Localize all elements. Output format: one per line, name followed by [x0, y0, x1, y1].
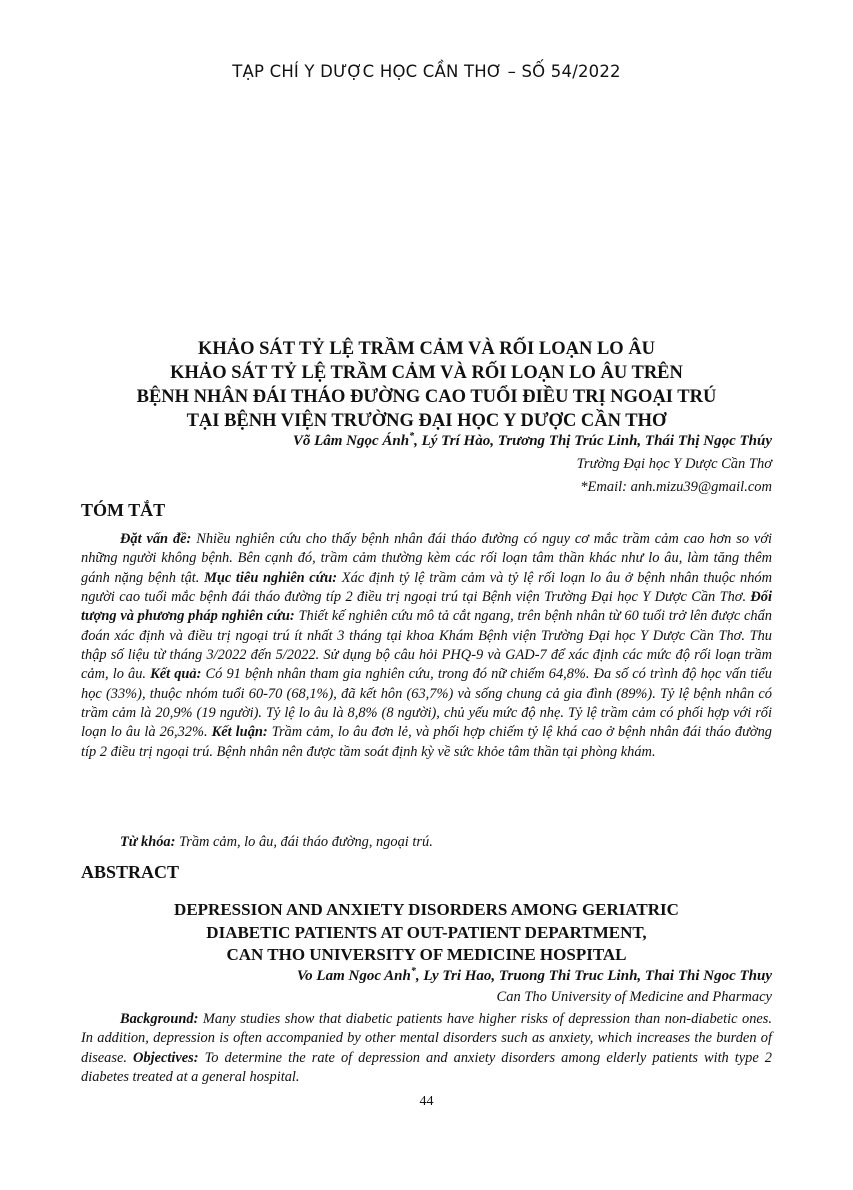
- en-affiliation: Can Tho University of Medicine and Pharmacy: [496, 989, 772, 1005]
- background-text: Nhiều nghiên cứu cho thấy bệnh nhân đái tháo đường có nguy cơ mắc trầm cảm cao hơn so với những người không bệnh. Bên cạnh đó, trầm cảm thường kèm các rối loạn tâm thần khác như lo âu, làm tăng thêm gánh nặng bệnh tật.: [81, 531, 773, 586]
- vn-title-line: KHẢO SÁT TỶ LỆ TRẦM CẢM VÀ RỐI LOẠN LO ÂU: [197, 339, 656, 359]
- vn-abstract-body: [81, 530, 772, 762]
- page-number: 44: [419, 1094, 434, 1109]
- corresponding-email: *Email: anh.mizu39@gmail.com: [580, 479, 772, 495]
- objectives-label: Mục tiêu nghiên cứu:: [204, 569, 338, 586]
- vn-keywords: [120, 834, 433, 851]
- conclusion-text: Trầm cảm, lo âu đơn lẻ, và phối hợp chiếm tỷ lệ khá cao ở bệnh nhân đái tháo đường típ 2 điều trị ngoại trú. Bệnh nhân nên được tầm soát định kỳ về sức khỏe tâm thần tại phòng khám.: [81, 724, 772, 760]
- en-title-line: DEPRESSION AND ANXIETY DISORDERS AMONG GERIATRIC: [174, 900, 679, 919]
- results-text: Có 91 bệnh nhân tham gia nghiên cứu, trong đó nữ chiếm 64,8%. Đa số có trình độ học vấn tiểu học (33%), thuộc nhóm tuổi 60-70 (68,1%), đã kết hôn (63,7%) và sống chung cả gia đình (89%). Tỷ lệ bệnh nhân có trầm cảm là 20,9% (19 người). Tỷ lệ lo âu là 8,8% (8 người), chủ yếu mức độ nhẹ. Tỷ lệ trầm cảm có phối hợp với rối loạn lo âu là 26,32%.: [81, 666, 772, 741]
- en-background-text: Many studies show that diabetic patients have higher risks of depression than non-diabetic ones. In addition, depression is often accompanied by other mental disorders such as anxiety, which increases the burden of disease.: [81, 1011, 772, 1066]
- abstract-heading: ABSTRACT: [81, 862, 180, 882]
- en-title-line: DIABETIC PATIENTS AT OUT-PATIENT DEPARTMENT,: [206, 922, 647, 942]
- vn-affiliation: Trường Đại học Y Dược Cần Thơ: [576, 456, 772, 472]
- tom-tat-heading: TÓM TẮT: [81, 500, 166, 520]
- vietnamese-title: [60, 337, 793, 433]
- en-objectives-text: To determine the rate of depression and anxiety disorders among elderly patients with type 2 diabetes treated at a general hospital.: [81, 1049, 773, 1086]
- results-label: Kết quả:: [150, 666, 202, 683]
- keywords-text: Trầm cảm, lo âu, đái tháo đường, ngoại trú.: [175, 834, 433, 850]
- objectives-text: Xác định tỷ lệ trầm cảm và tỷ lệ rối loạn lo âu ở bệnh nhân thuộc nhóm người cao tuổi mắc bệnh đái tháo đường típ 2 điều trị ngoại trú tại Bệnh viện Trường Đại học Y Dược Cần Thơ.: [81, 569, 772, 606]
- background-label: Đặt vấn đề:: [120, 531, 192, 547]
- vn-other-authors: , Lý Trí Hào, Trương Thị Trúc Linh, Thái Thị Ngọc Thúy: [414, 433, 772, 449]
- vn-title-line: KHẢO SÁT TỶ LỆ TRẦM CẢM VÀ RỐI LOẠN LO ÂU TRÊN: [170, 363, 683, 383]
- vn-title-line: BỆNH NHÂN ĐÁI THÁO ĐƯỜNG CAO TUỔI ĐIỀU TRỊ NGOẠI TRÚ: [136, 387, 717, 407]
- en-title-line: CAN THO UNIVERSITY OF MEDICINE HOSPITAL: [226, 945, 627, 964]
- methods-text: Thiết kế nghiên cứu mô tả cắt ngang, trên bệnh nhân từ 60 tuổi trở lên được chẩn đoán xác định và điều trị ngoại trú ít nhất 3 tháng tại khoa Khám Bệnh viện Trường Đại học Y Dược Cần Thơ. Thu thập số liệu từ tháng 3/2022 đến 5/2022. Sử dụng bộ câu hỏi PHQ-9 và GAD-7 để xác định các mức độ rối loạn trầm cảm, lo âu.: [81, 608, 773, 683]
- en-authors: [297, 966, 772, 985]
- vn-first-author: Võ Lâm Ngọc Ánh: [292, 433, 410, 449]
- corresponding-mark: *: [410, 966, 416, 977]
- conclusion-label: Kết luận:: [211, 724, 268, 741]
- corresponding-mark: *: [409, 431, 415, 442]
- en-objectives-label: Objectives:: [133, 1049, 199, 1066]
- en-first-author: Vo Lam Ngoc Anh: [296, 968, 411, 984]
- vn-title-line: TẠI BỆNH VIỆN TRƯỜNG ĐẠI HỌC Y DƯỢC CẦN THƠ: [186, 411, 667, 431]
- vn-authors: [293, 431, 772, 450]
- en-other-authors: , Ly Tri Hao, Truong Thi Truc Linh, Thai Thi Ngoc Thuy: [415, 968, 772, 984]
- journal-header: TẠP CHÍ Y DƯỢC HỌC CẦN THƠ – SỐ 54/2022: [232, 62, 621, 81]
- en-background-label: Background:: [120, 1011, 199, 1027]
- english-title: [60, 899, 793, 967]
- en-abstract-body: [81, 1010, 772, 1087]
- keywords-label: Từ khóa:: [120, 834, 176, 850]
- methods-label: Đối tượng và phương pháp nghiên cứu:: [81, 589, 772, 625]
